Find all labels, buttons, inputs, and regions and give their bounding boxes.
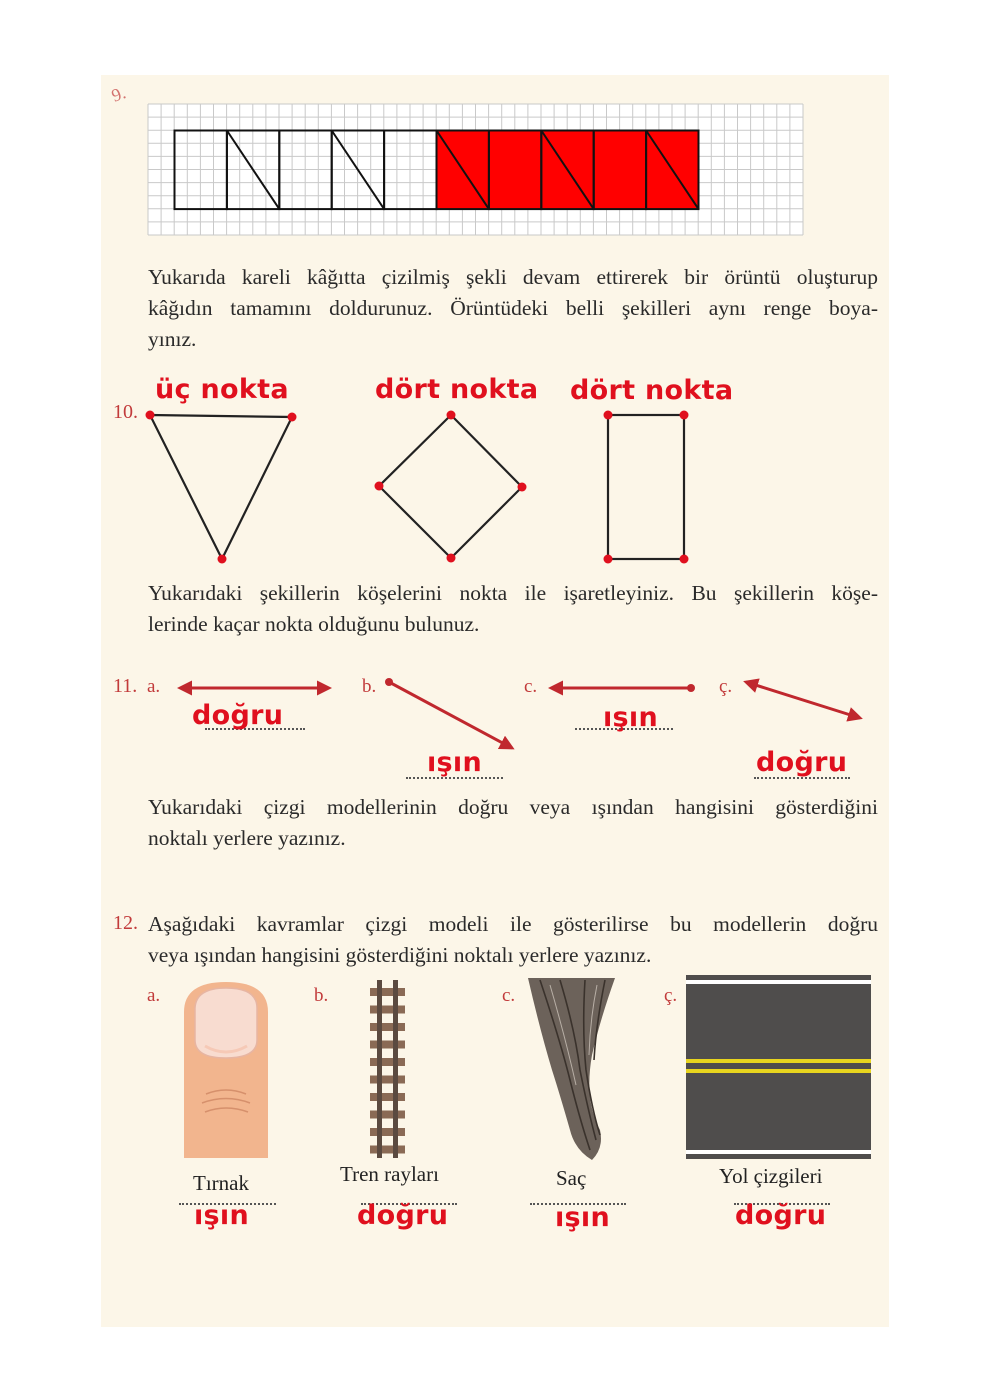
q12-answer-a: ışın <box>194 1200 250 1231</box>
q12-label-b: b. <box>314 985 329 1006</box>
q11-instruction-line1: Yukarıdaki çizgi modellerinin doğru veya ışından hangisini gösterdiğini <box>148 795 878 819</box>
q12-caption-a: Tırnak <box>193 1171 249 1195</box>
q11-label-c: c. <box>524 676 538 697</box>
q12-instruction-line1: Aşağıdaki kavramlar çizgi modeli ile gösterilirse bu modellerin doğru <box>148 912 878 936</box>
q12-label-cc: ç. <box>664 985 678 1006</box>
q9-instruction-line1: Yukarıda kareli kâğıtta çizilmiş şekli devam ettirerek bir örüntü oluşturup <box>148 265 878 289</box>
q10-answer-rectangle: dört nokta <box>570 375 734 406</box>
q10-instruction-line1: Yukarıdaki şekillerin köşelerini nokta ile işaretleyiniz. Bu şekillerin köşe- <box>148 581 878 605</box>
q11-instruction-line2: noktalı yerlere yazınız. <box>148 826 346 850</box>
q12-caption-cc: Yol çizgileri <box>719 1164 823 1188</box>
question-12-number: 12. <box>113 912 138 934</box>
q10-answer-diamond: dört nokta <box>375 374 539 405</box>
q11-answer-cc: doğru <box>756 747 848 778</box>
q11-label-a: a. <box>147 676 161 697</box>
q12-label-a: a. <box>147 985 161 1006</box>
q12-answer-cc: doğru <box>735 1200 827 1231</box>
q10-instruction-line2: lerinde kaçar nokta olduğunu bulunuz. <box>148 612 480 636</box>
q9-instruction-line2: kâğıdın tamamını doldurunuz. Örüntüdeki belli şekilleri aynı renge boya- <box>148 296 878 320</box>
q9-instruction-line3: yınız. <box>148 327 197 351</box>
q12-instruction-line2: veya ışından hangisini gösterdiğini noktalı yerlere yazınız. <box>148 943 652 967</box>
q11-answer-c: ışın <box>603 702 659 733</box>
q11-label-b: b. <box>362 676 377 697</box>
question-11-number: 11. <box>113 675 138 697</box>
q12-caption-b: Tren rayları <box>340 1162 439 1186</box>
q12-answer-b: doğru <box>357 1200 449 1231</box>
q12-label-c: c. <box>502 985 516 1006</box>
q12-caption-c: Saç <box>556 1166 587 1190</box>
q11-answer-a: doğru <box>192 700 284 731</box>
question-10-number: 10. <box>113 401 138 423</box>
question-9-number: 9. <box>108 82 129 106</box>
q11-answer-b: ışın <box>427 747 483 778</box>
q10-answer-triangle: üç nokta <box>155 374 289 405</box>
q12-answer-c: ışın <box>555 1202 611 1233</box>
q11-label-cc: ç. <box>719 676 733 697</box>
